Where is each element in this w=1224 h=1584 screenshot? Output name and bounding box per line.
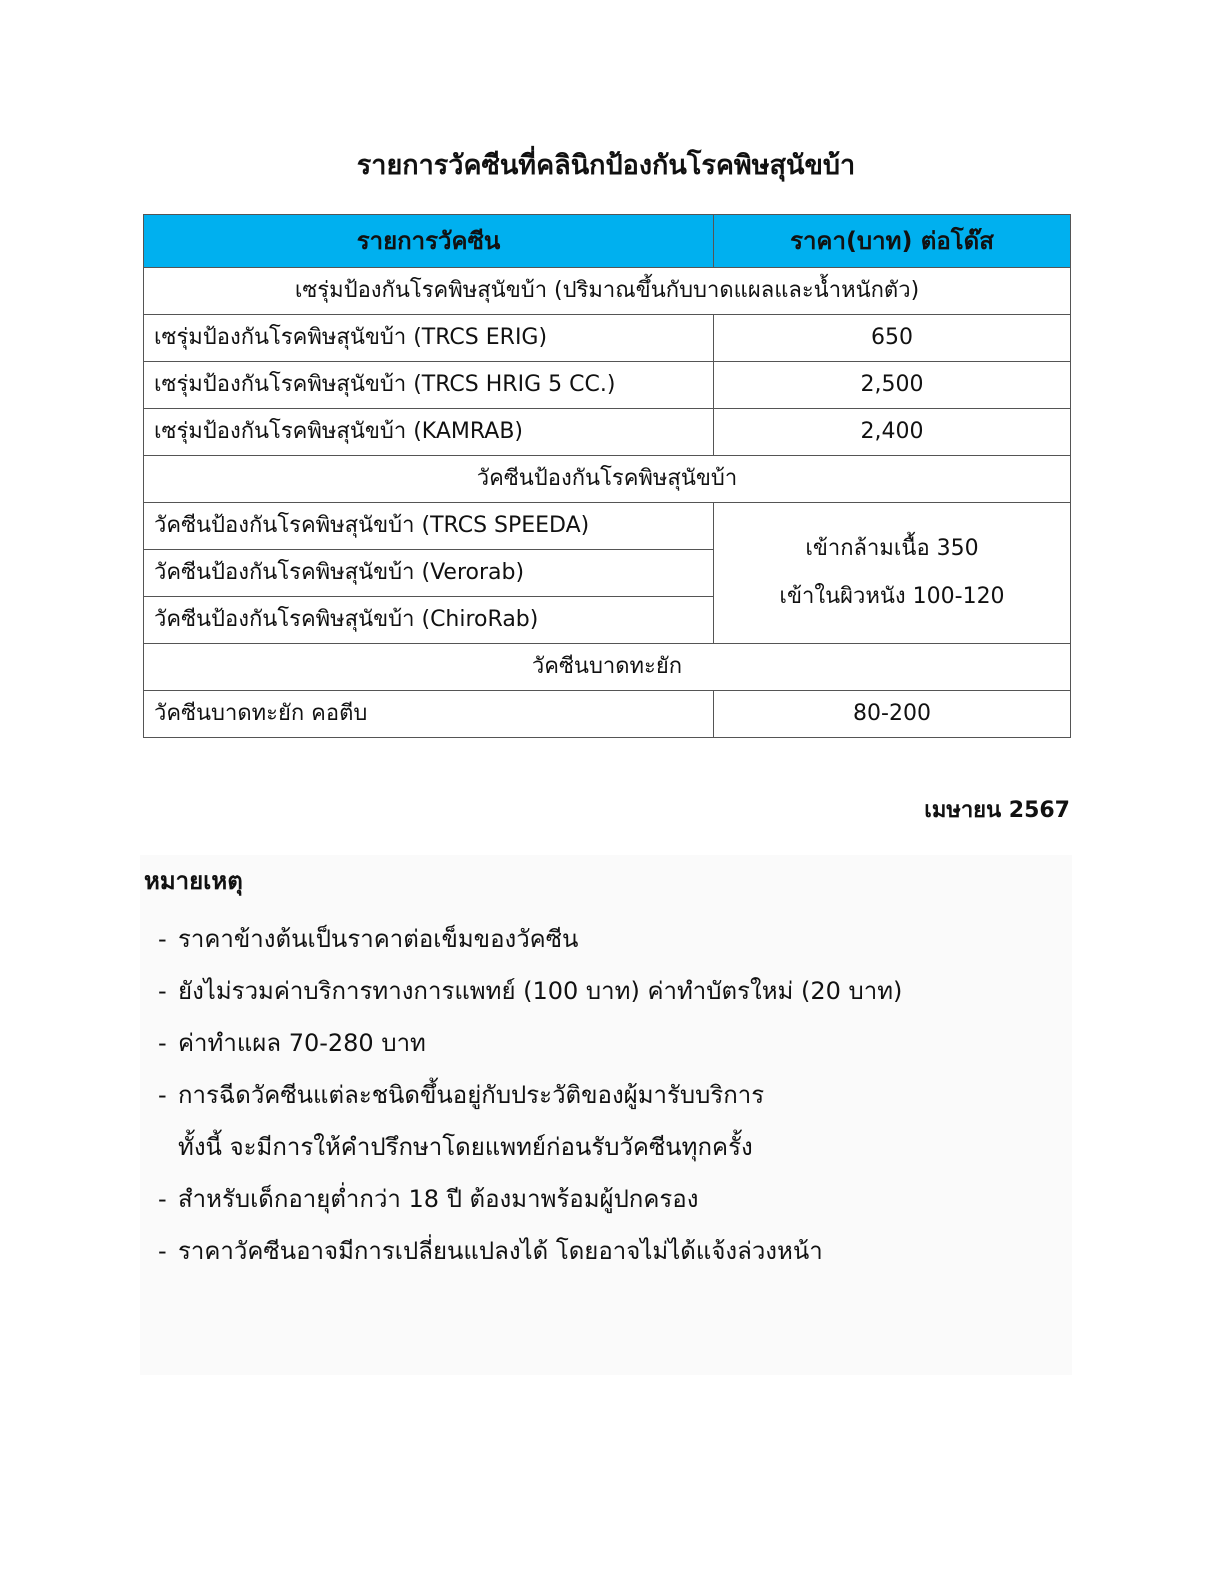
price-cell: 2,400 — [714, 409, 1071, 456]
section-title-tetanus: วัคซีนบาดทะยัก — [144, 644, 1071, 691]
vaccine-price-table — [143, 214, 1071, 738]
price-intramuscular: เข้ากล้ามเนื้อ 350 — [805, 536, 979, 561]
table-row — [144, 409, 1071, 456]
table-row — [144, 691, 1071, 738]
notes-section — [140, 855, 1072, 1375]
section-title-vaccine: วัคซีนป้องกันโรคพิษสุนัขบ้า — [144, 456, 1071, 503]
vaccine-name-cell: เซรุ่มป้องกันโรคพิษสุนัขบ้า (TRCS HRIG 5 CC.) — [144, 362, 714, 409]
section-row-serum — [144, 268, 1071, 315]
note-item — [158, 1017, 902, 1069]
price-intradermal: เข้าในผิวหนัง 100-120 — [779, 584, 1005, 609]
note-dash: - — [158, 925, 167, 953]
vaccine-name-cell: วัคซีนป้องกันโรคพิษสุนัขบ้า (Verorab) — [144, 550, 714, 597]
page-title: รายการวัคซีนที่คลินิกป้องกันโรคพิษสุนัขบ้า — [356, 150, 856, 181]
note-continuation: ทั้งนี้ จะมีการให้คำปรึกษาโดยแพทย์ก่อนรับวัคซีนทุกครั้ง — [178, 1133, 753, 1161]
price-cell: 2,500 — [714, 362, 1071, 409]
table-row — [144, 315, 1071, 362]
note-item — [158, 965, 902, 1017]
note-text: ราคาข้างต้นเป็นราคาต่อเข็มของวัคซีน — [178, 925, 579, 953]
section-title-serum: เซรุ่มป้องกันโรคพิษสุนัขบ้า (ปริมาณขึ้นกับบาดแผลและน้ำหนักตัว) — [144, 268, 1071, 315]
note-text: การฉีดวัคซีนแต่ละชนิดขึ้นอยู่กับประวัติของผู้มารับบริการ — [178, 1081, 765, 1109]
header-price-per-dose: ราคา(บาท) ต่อโด๊ส — [714, 215, 1071, 268]
note-item — [158, 1225, 902, 1277]
vaccine-name-cell: วัคซีนป้องกันโรคพิษสุนัขบ้า (ChiroRab) — [144, 597, 714, 644]
notes-heading: หมายเหตุ — [144, 867, 243, 895]
note-dash: - — [158, 1237, 167, 1265]
section-row-vaccine — [144, 456, 1071, 503]
section-row-tetanus — [144, 644, 1071, 691]
note-text: ราคาวัคซีนอาจมีการเปลี่ยนแปลงได้ โดยอาจไม่ได้แจ้งล่วงหน้า — [178, 1237, 823, 1265]
document-date: เมษายน 2567 — [924, 798, 1070, 823]
table-header-row — [144, 215, 1071, 268]
vaccine-name-cell: เซรุ่มป้องกันโรคพิษสุนัขบ้า (KAMRAB) — [144, 409, 714, 456]
price-cell: 80-200 — [714, 691, 1071, 738]
notes-list — [158, 913, 902, 1277]
note-text: สำหรับเด็กอายุต่ำกว่า 18 ปี ต้องมาพร้อมผู้ปกครอง — [178, 1185, 699, 1213]
note-item — [158, 913, 902, 965]
table-row — [144, 503, 1071, 550]
note-dash: - — [158, 1081, 167, 1109]
vaccine-name-cell: เซรุ่มป้องกันโรคพิษสุนัขบ้า (TRCS ERIG) — [144, 315, 714, 362]
note-dash: - — [158, 1029, 167, 1057]
note-dash: - — [158, 977, 167, 1005]
table-row — [144, 362, 1071, 409]
note-item — [158, 1173, 902, 1225]
price-cell: 650 — [714, 315, 1071, 362]
note-text: ค่าทำแผล 70-280 บาท — [178, 1029, 426, 1057]
vaccine-name-cell: วัคซีนบาดทะยัก คอตีบ — [144, 691, 714, 738]
note-text: ยังไม่รวมค่าบริการทางการแพทย์ (100 บาท) ค่าทำบัตรใหม่ (20 บาท) — [178, 977, 903, 1005]
header-vaccine-name: รายการวัคซีน — [144, 215, 714, 268]
merged-price-cell — [714, 503, 1071, 644]
note-item — [158, 1069, 902, 1173]
vaccine-name-cell: วัคซีนป้องกันโรคพิษสุนัขบ้า (TRCS SPEEDA) — [144, 503, 714, 550]
note-dash: - — [158, 1185, 167, 1213]
